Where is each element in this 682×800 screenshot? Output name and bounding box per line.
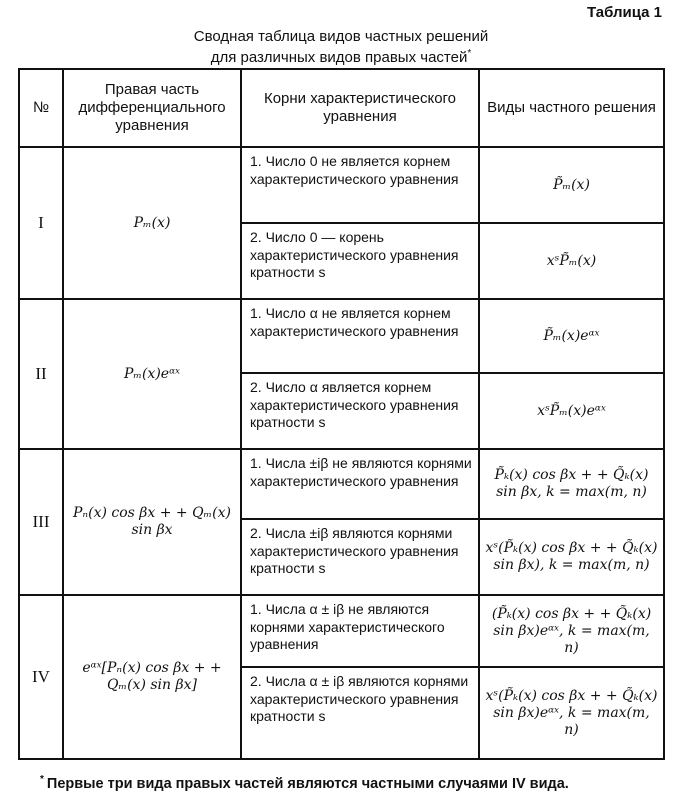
footnote-marker: * bbox=[40, 774, 44, 785]
solutions-table bbox=[18, 68, 665, 760]
solution-cell: xˢP̃ₘ(x) bbox=[479, 223, 664, 299]
table-label: Таблица 1 bbox=[586, 4, 662, 21]
rhs-cell: eᵅˣ[Pₙ(x) cos βx + + Qₘ(x) sin βx] bbox=[63, 595, 241, 759]
header-rhs: Правая часть дифференциального уравнения bbox=[63, 69, 241, 147]
row-number: II bbox=[19, 299, 63, 449]
table-row bbox=[19, 449, 664, 519]
root-case: 1. Числа α ± iβ не являются корнями характеристического уравнения bbox=[241, 595, 479, 667]
header-roots: Корни характеристического уравнения bbox=[241, 69, 479, 147]
root-case: 2. Число α является корнем характеристического уравнения кратности s bbox=[241, 373, 479, 449]
solution-cell: xˢ(P̃ₖ(x) cos βx + + Q̃ₖ(x) sin βx)eᵅˣ, k = max(m, n) bbox=[479, 667, 664, 759]
rhs-cell: Pₘ(x) bbox=[63, 147, 241, 299]
root-case: 1. Число α не является корнем характеристического уравнения bbox=[241, 299, 479, 373]
rhs-cell: Pₘ(x)eᵅˣ bbox=[63, 299, 241, 449]
table-row bbox=[19, 147, 664, 223]
solution-cell: (P̃ₖ(x) cos βx + + Q̃ₖ(x) sin βx)eᵅˣ, k = max(m, n) bbox=[479, 595, 664, 667]
solution-cell: xˢ(P̃ₖ(x) cos βx + + Q̃ₖ(x) sin βx), k = max(m, n) bbox=[479, 519, 664, 595]
root-case: 2. Число 0 — корень характеристического уравнения кратности s bbox=[241, 223, 479, 299]
rhs-cell: Pₙ(x) cos βx + + Qₘ(x) sin βx bbox=[63, 449, 241, 595]
row-number: IV bbox=[19, 595, 63, 759]
root-case: 2. Числа α ± iβ являются корнями характеристического уравнения кратности s bbox=[241, 667, 479, 759]
header-num: № bbox=[19, 69, 63, 147]
table-caption bbox=[0, 28, 682, 66]
solution-cell: P̃ₘ(x) bbox=[479, 147, 664, 223]
solution-cell: P̃ₖ(x) cos βx + + Q̃ₖ(x) sin βx, k = max(m, n) bbox=[479, 449, 664, 519]
footnote bbox=[40, 774, 569, 792]
header-row bbox=[19, 69, 664, 147]
caption-line-2: для различных видов правых частей* bbox=[210, 48, 472, 66]
root-case: 1. Число 0 не является корнем характеристического уравнения bbox=[241, 147, 479, 223]
root-case: 2. Числа ±iβ являются корнями характеристического уравнения кратности s bbox=[241, 519, 479, 595]
solution-cell: P̃ₘ(x)eᵅˣ bbox=[479, 299, 664, 373]
row-number: III bbox=[19, 449, 63, 595]
footnote-text: Первые три вида правых частей являются частными случаями IV вида. bbox=[46, 775, 569, 792]
row-number: I bbox=[19, 147, 63, 299]
caption-footnote-marker: * bbox=[467, 48, 472, 59]
table-row bbox=[19, 595, 664, 667]
solution-cell: xˢP̃ₘ(x)eᵅˣ bbox=[479, 373, 664, 449]
caption-line-1: Сводная таблица видов частных решений bbox=[193, 28, 489, 45]
root-case: 1. Числа ±iβ не являются корнями характеристического уравнения bbox=[241, 449, 479, 519]
table-row bbox=[19, 299, 664, 373]
header-solution: Виды частного решения bbox=[479, 69, 664, 147]
